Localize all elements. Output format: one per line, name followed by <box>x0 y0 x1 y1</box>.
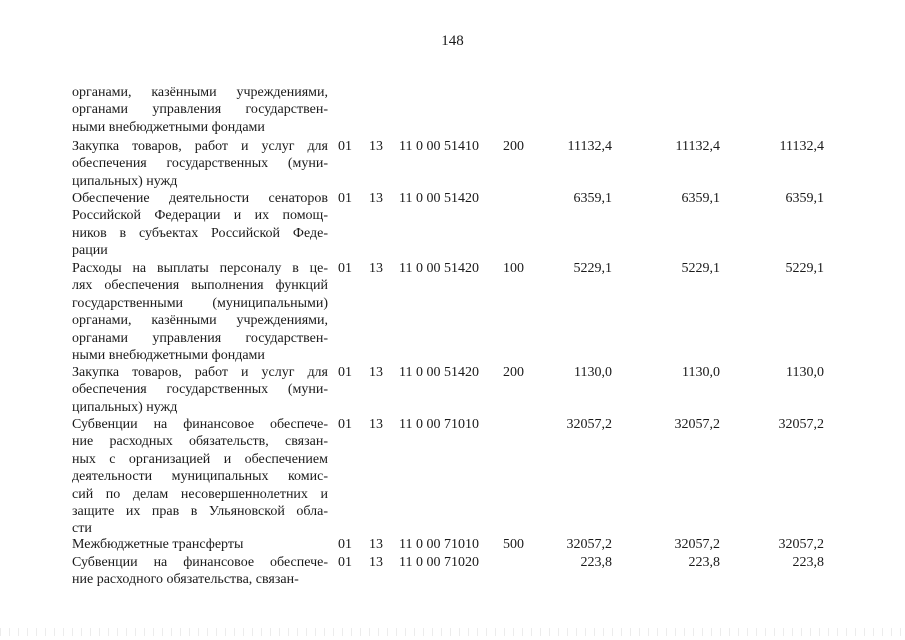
amount-year-1: 32057,2 <box>566 537 612 552</box>
section-code: 01 <box>338 365 352 380</box>
amount-year-3: 1130,0 <box>786 365 824 380</box>
description-line: Субвенции на финансовое обеспече- <box>72 555 328 570</box>
section-code: 01 <box>338 191 352 206</box>
description-line: Российской Федерации и их помощ- <box>72 208 328 224</box>
description-line: государственными (муниципальными) <box>72 295 328 311</box>
amount-year-2: 6359,1 <box>681 191 720 206</box>
section-code: 01 <box>338 537 352 552</box>
row-description <box>72 554 328 589</box>
description-line: обеспечения государственных (муни- <box>72 382 328 398</box>
description-line: ципальных) нужд <box>72 173 178 189</box>
description-line: органами управления государствен- <box>72 330 328 346</box>
amount-year-3: 32057,2 <box>778 417 824 432</box>
row-description <box>72 416 328 538</box>
description-line: органами, казёнными учреждениями, <box>72 313 328 329</box>
section-code: 01 <box>338 261 352 276</box>
description-line: ципальных) нужд <box>72 399 178 415</box>
section-code: 01 <box>338 555 352 570</box>
section-code: 01 <box>338 417 352 432</box>
target-article-code: 11 0 00 51410 <box>399 139 479 154</box>
row-description <box>72 364 328 416</box>
subsection-code: 13 <box>369 365 383 380</box>
expense-type-code: 200 <box>503 365 524 380</box>
expense-type-code: 100 <box>503 261 524 276</box>
description-line: органами, казёнными учреждениями, <box>72 85 328 100</box>
description-line: ных с организацией и обеспечением <box>72 451 328 467</box>
description-line: органами управления государствен- <box>72 102 328 118</box>
row-description <box>72 536 328 553</box>
section-code: 01 <box>338 139 352 154</box>
description-line: Субвенции на финансовое обеспече- <box>72 417 328 432</box>
description-line: ние расходного обязательства, связан- <box>72 572 299 588</box>
row-description <box>72 190 328 260</box>
page-number: 148 <box>441 33 464 49</box>
description-line: Обеспечение деятельности сенаторов <box>72 191 328 206</box>
amount-year-3: 11132,4 <box>779 139 824 154</box>
description-line: ными внебюджетными фондами <box>72 119 265 135</box>
description-line: ными внебюджетными фондами <box>72 348 265 364</box>
description-line: Расходы на выплаты персоналу в це- <box>72 261 328 276</box>
subsection-code: 13 <box>369 191 383 206</box>
amount-year-2: 1130,0 <box>682 365 720 380</box>
subsection-code: 13 <box>369 537 383 552</box>
description-line: сти <box>72 521 92 537</box>
description-line: Закупка товаров, работ и услуг для <box>72 139 328 154</box>
amount-year-2: 11132,4 <box>675 139 720 154</box>
amount-year-1: 223,8 <box>580 555 612 570</box>
subsection-code: 13 <box>369 261 383 276</box>
amount-year-2: 5229,1 <box>681 261 720 276</box>
description-line: Межбюджетные трансферты <box>72 537 244 552</box>
row-description <box>72 84 328 136</box>
subsection-code: 13 <box>369 555 383 570</box>
target-article-code: 11 0 00 71010 <box>399 417 479 432</box>
row-description <box>72 260 328 364</box>
target-article-code: 11 0 00 51420 <box>399 261 479 276</box>
amount-year-3: 5229,1 <box>785 261 824 276</box>
description-line: сий по делам несовершеннолетних и <box>72 486 328 502</box>
row-description <box>72 138 328 190</box>
amount-year-1: 32057,2 <box>566 417 612 432</box>
description-line: ников в субъектах Российской Феде- <box>72 225 328 241</box>
description-line: Закупка товаров, работ и услуг для <box>72 365 328 380</box>
amount-year-2: 32057,2 <box>674 417 720 432</box>
amount-year-1: 11132,4 <box>567 139 612 154</box>
amount-year-3: 6359,1 <box>785 191 824 206</box>
expense-type-code: 500 <box>503 537 524 552</box>
expense-type-code: 200 <box>503 139 524 154</box>
amount-year-1: 1130,0 <box>574 365 612 380</box>
scan-noise-border <box>0 628 905 636</box>
target-article-code: 11 0 00 71020 <box>399 555 479 570</box>
description-line: обеспечения государственных (муни- <box>72 156 328 172</box>
target-article-code: 11 0 00 71010 <box>399 537 479 552</box>
target-article-code: 11 0 00 51420 <box>399 365 479 380</box>
amount-year-1: 5229,1 <box>573 261 612 276</box>
description-line: ние расходных обязательств, связан- <box>72 434 328 450</box>
target-article-code: 11 0 00 51420 <box>399 191 479 206</box>
description-line: лях обеспечения выполнения функций <box>72 278 328 294</box>
description-line: рации <box>72 243 108 259</box>
description-line: деятельности муниципальных комис- <box>72 469 328 485</box>
subsection-code: 13 <box>369 417 383 432</box>
amount-year-2: 223,8 <box>688 555 720 570</box>
subsection-code: 13 <box>369 139 383 154</box>
amount-year-1: 6359,1 <box>573 191 612 206</box>
amount-year-2: 32057,2 <box>674 537 720 552</box>
amount-year-3: 223,8 <box>792 555 824 570</box>
description-line: защите их прав в Ульяновской обла- <box>72 504 328 520</box>
amount-year-3: 32057,2 <box>778 537 824 552</box>
